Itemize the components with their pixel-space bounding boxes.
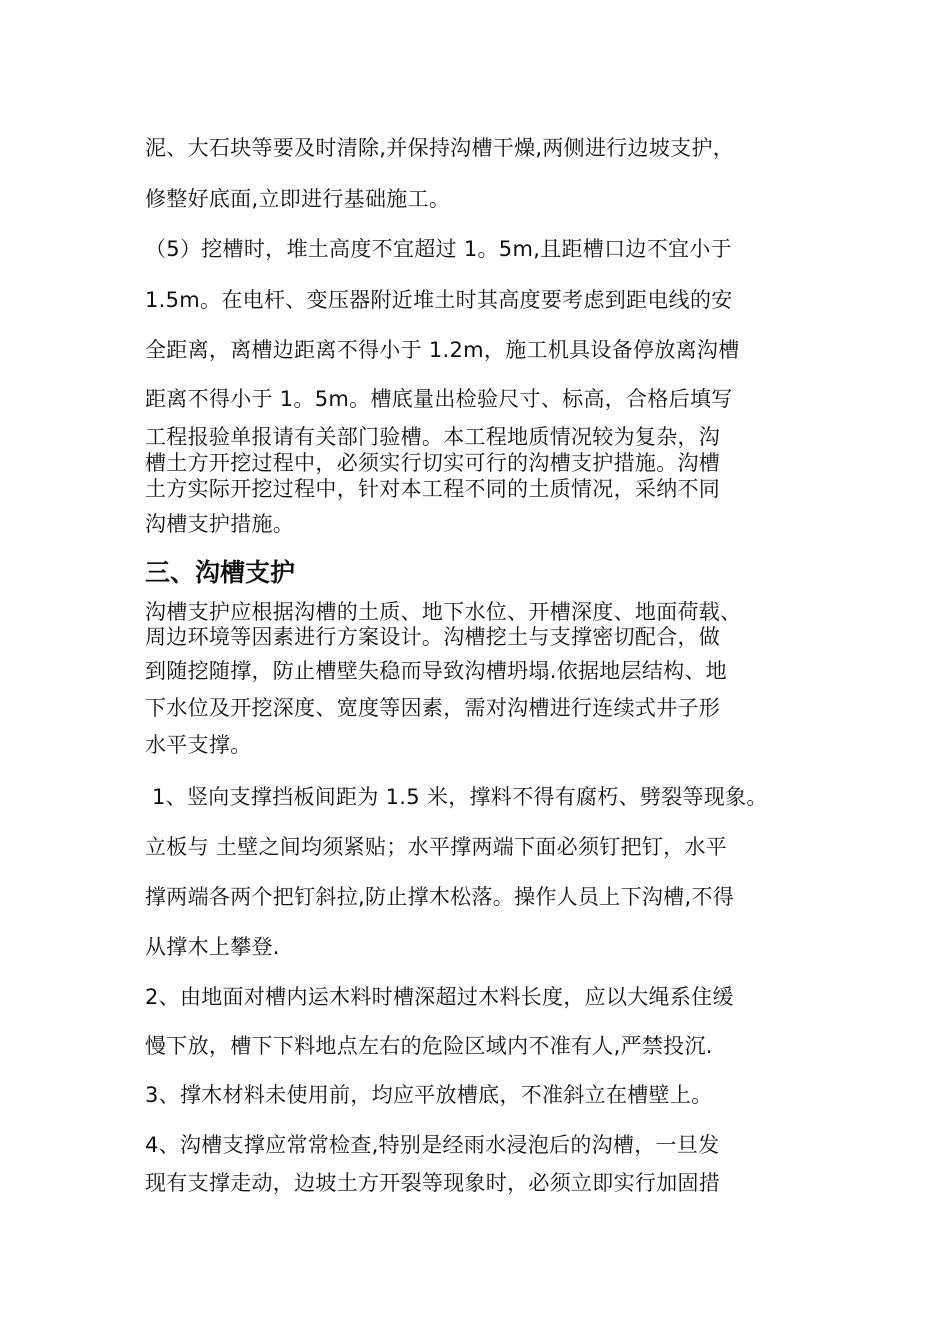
list-item-line: 3、撑木材料未使用前，均应平放槽底，不准斜立在槽壁上。 <box>145 1083 713 1107</box>
paragraph-line: 下水位及开挖深度、宽度等因素，需对沟槽进行连续式井子形 <box>145 696 721 720</box>
paragraph-line: 距离不得小于 1。5m。槽底量出检验尺寸、标高，合格后填写 <box>145 387 733 411</box>
paragraph-line: 土方实际开挖过程中，针对本工程不同的土质情况，采纳不同 <box>145 477 721 501</box>
paragraph-line: 水平支撑。 <box>145 733 252 757</box>
paragraph-line: 泥、大石块等要及时清除,并保持沟槽干燥,两侧进行边坡支护， <box>145 136 735 160</box>
list-item-line: 从撑木上攀登. <box>145 935 280 959</box>
paragraph-line: 槽土方开挖过程中，必须实行切实可行的沟槽支护措施。沟槽 <box>145 451 721 475</box>
paragraph-line: 沟槽支护措施。 <box>145 512 295 536</box>
list-item-line: 1、竖向支撑挡板间距为 1.5 米，撑料不得有腐朽、劈裂等现象。 <box>152 785 768 809</box>
paragraph-line: 全距离，离槽边距离不得小于 1.2m，施工机具设备停放离沟槽 <box>145 338 740 362</box>
paragraph-line: 到随挖随撑，防止槽壁失稳而导致沟槽坍塌.依据地层结构、地 <box>145 659 728 683</box>
paragraph-line: （5）挖槽时，堆土高度不宜超过 1。5m,且距槽口边不宜小于 <box>145 237 732 261</box>
section-heading: 三、沟槽支护 <box>145 558 296 587</box>
paragraph-line: 沟槽支护应根据沟槽的土质、地下水位、开槽深度、地面荷载、 <box>145 600 742 624</box>
list-item-line: 现有支撑走动，边坡土方开裂等现象时，必须立即实行加固措 <box>145 1171 721 1195</box>
list-item-line: 撑两端各两个把钉斜拉,防止撑木松落。操作人员上下沟槽,不得 <box>145 885 735 909</box>
paragraph-line: 工程报验单报请有关部门验槽。本工程地质情况较为复杂，沟 <box>145 425 721 449</box>
paragraph-line: 周边环境等因素进行方案设计。沟槽挖土与支撑密切配合，做 <box>145 625 721 649</box>
list-item-line: 4、沟槽支撑应常常检查,特别是经雨水浸泡后的沟槽，一旦发 <box>145 1133 720 1157</box>
list-item-line: 慢下放，槽下下料地点左右的危险区域内不准有人,严禁投沉. <box>145 1034 713 1058</box>
list-item-line: 2、由地面对槽内运木料时槽深超过木料长度，应以大绳系住缓 <box>145 985 734 1009</box>
paragraph-line: 修整好底面,立即进行基础施工。 <box>145 187 451 211</box>
paragraph-line: 1.5m。在电杆、变压器附近堆土时其高度要考虑到距电线的安 <box>145 288 733 312</box>
list-item-line: 立板与 土壁之间均须紧贴；水平撑两端下面必须钉把钉，水平 <box>145 835 728 859</box>
